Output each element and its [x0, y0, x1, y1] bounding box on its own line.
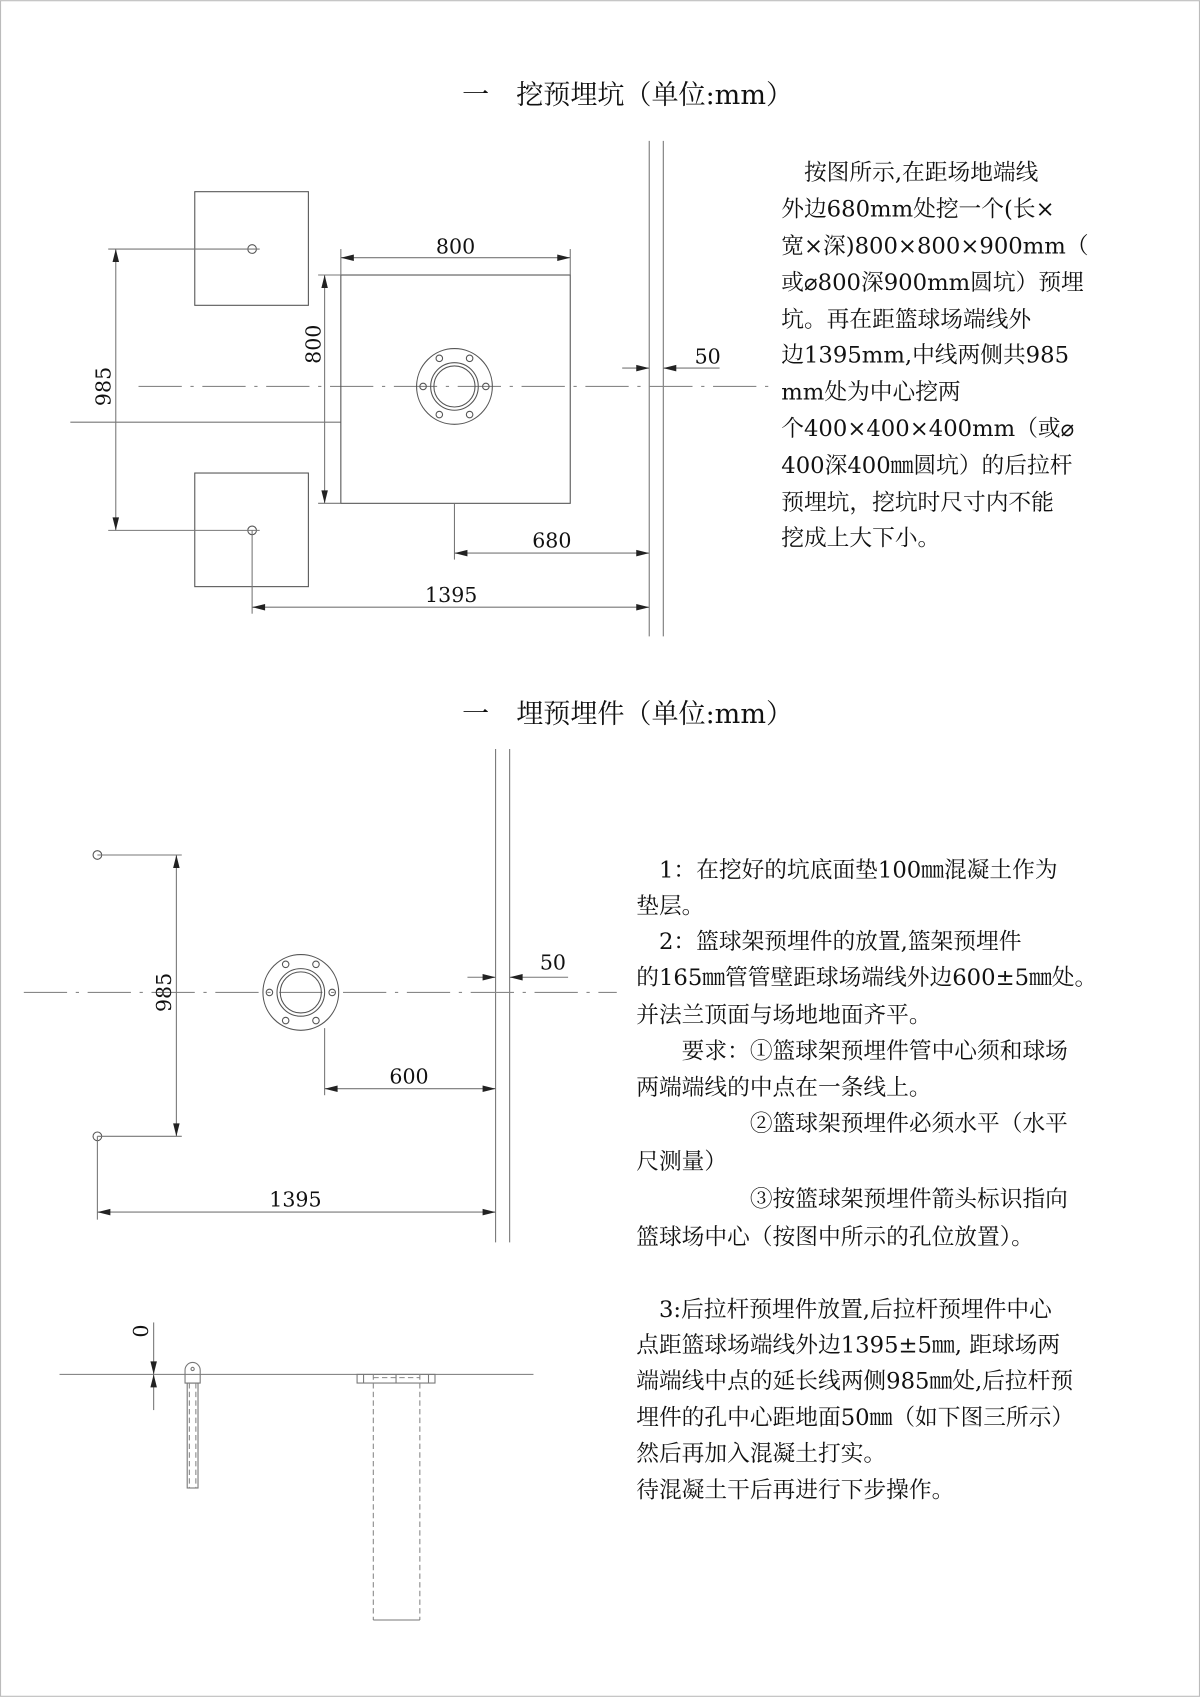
text-line: 点距篮球场端线外边1395±5㎜, 距球场两: [636, 1332, 1061, 1359]
text-line: 并法兰顶面与场地地面齐平。: [636, 1002, 932, 1029]
text-line: 尺测量）: [636, 1148, 728, 1175]
text-line: 垫层。: [636, 893, 705, 920]
section2-title: 一 埋预埋件（单位:mm）: [462, 698, 794, 730]
dim-985-label: 985: [151, 972, 176, 1013]
text-line: 边1395mm,中线两侧共985: [781, 342, 1070, 369]
text-line: mm处为中心挖两: [781, 379, 961, 406]
text-line: 预埋坑，挖坑时尺寸内不能: [781, 489, 1054, 516]
section1-instructions: [781, 160, 1088, 552]
dim-600-label: 600: [389, 1064, 429, 1089]
text-line: ③按篮球架预埋件箭头标识指向: [636, 1186, 1068, 1213]
dim-0-label: 0: [129, 1324, 154, 1338]
text-line: 然后再加入混凝土打实。: [636, 1440, 887, 1467]
text-line: 外边680mm处挖一个(长×: [781, 196, 1055, 223]
dim-1395-label: 1395: [269, 1187, 322, 1212]
text-line: 两端端线的中点在一条线上。: [636, 1075, 932, 1102]
dim-800-v-label: 800: [301, 324, 326, 364]
text-line: 端端线中点的延长线两侧985㎜处,后拉杆预: [636, 1368, 1074, 1395]
text-line: 待混凝土干后再进行下步操作。: [636, 1477, 955, 1504]
dim-1395-label: 1395: [425, 582, 478, 607]
text-line: 400深400㎜圆坑）的后拉杆: [781, 453, 1073, 480]
dim-50-label: 50: [694, 344, 721, 369]
text-line: 挖成上大下小。: [781, 525, 941, 552]
dim-800-h-label: 800: [435, 234, 476, 259]
dim-680-label: 680: [532, 528, 572, 553]
text-line: 或⌀800深900mm圆坑）预埋: [781, 270, 1084, 297]
text-line: 的165㎜管管壁距球场端线外边600±5㎜处。: [636, 964, 1098, 991]
text-line: 篮球场中心（按图中所示的孔位放置）。: [636, 1224, 1034, 1251]
text-line: 个400×400×400mm（或⌀: [781, 416, 1075, 443]
text-line: 坑。再在距篮球场端线外: [781, 306, 1032, 333]
text-line: 按图所示,在距场地端线: [781, 159, 1039, 186]
section1-title: 一 挖预埋坑（单位:mm）: [462, 80, 794, 112]
dim-985-label: 985: [91, 366, 116, 407]
text-line: ②篮球架预埋件必须水平（水平: [636, 1110, 1068, 1137]
text-line: 埋件的孔中心距地面50㎜（如下图三所示）: [636, 1405, 1075, 1432]
text-line: 要求：①篮球架预埋件管中心须和球场: [636, 1038, 1068, 1065]
dim-50-label: 50: [539, 950, 567, 975]
text-line: 1：在挖好的坑底面垫100㎜混凝土作为: [636, 857, 1058, 884]
text-line: 2：篮球架预埋件的放置,篮架预埋件: [636, 929, 1022, 956]
text-line: 宽×深)800×800×900mm（: [781, 233, 1089, 260]
text-line: 3:后拉杆预埋件放置,后拉杆预埋件中心: [636, 1297, 1052, 1324]
